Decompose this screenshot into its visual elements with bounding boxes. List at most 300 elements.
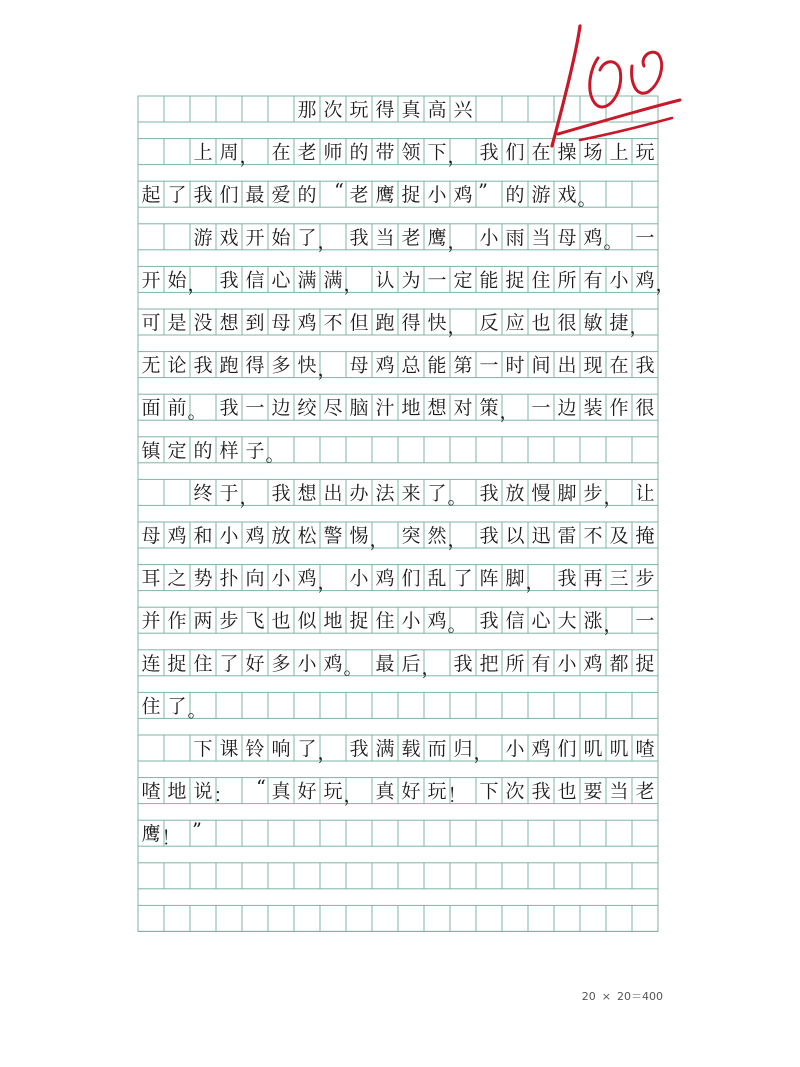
essay-char: 没 (193, 312, 213, 334)
essay-char: 能 (479, 269, 499, 292)
essay-char: 开 (141, 269, 161, 292)
essay-char: 得 (245, 354, 265, 377)
essay-char: 无 (141, 354, 161, 377)
essay-char: ， (317, 742, 337, 764)
essay-char: 最 (375, 652, 395, 675)
essay-char: 我 (219, 397, 239, 420)
essay-char: 很 (557, 312, 577, 334)
essay-char: 汁 (375, 397, 395, 420)
essay-char: 开 (245, 226, 265, 249)
essay-char: ， (525, 571, 545, 594)
grid-row (138, 266, 658, 292)
essay-char: 并 (141, 610, 161, 633)
essay-char: 步 (583, 482, 603, 505)
essay-char: ” (192, 819, 202, 842)
grid-count-columns: 20 (581, 990, 596, 1003)
essay-title-char: 次 (323, 99, 343, 121)
score-underline-2 (580, 118, 672, 140)
essay-char: 了 (427, 482, 447, 505)
grid-count-times: × (601, 990, 611, 1003)
essay-char: 面 (141, 397, 161, 420)
essay-char: 定 (453, 269, 473, 292)
essay-char: 绞 (297, 397, 317, 420)
essay-char: 我 (349, 738, 369, 760)
essay-char: 戏 (219, 226, 239, 249)
essay-char: 鸡 (297, 567, 317, 590)
essay-char: 我 (453, 652, 473, 675)
essay-char: 们 (505, 141, 525, 164)
essay-char: ！ (447, 784, 467, 807)
essay-char: 鹰 (375, 184, 395, 207)
essay-char: 对 (453, 397, 473, 420)
essay-char: 在 (531, 141, 551, 164)
grid-row (138, 309, 658, 335)
essay-char: 下 (479, 780, 499, 803)
essay-char: 反 (479, 312, 499, 334)
essay-char: 脚 (557, 482, 577, 505)
essay-char: ， (317, 358, 337, 381)
essay-char: 鸡 (427, 610, 447, 633)
essay-char: 于 (219, 482, 239, 505)
essay-char: ， (499, 401, 519, 424)
essay-char: 我 (479, 525, 499, 547)
essay-char: 叽 (609, 738, 629, 760)
essay-char: 边 (271, 397, 291, 420)
score-underline-1 (558, 100, 680, 134)
essay-char: 三 (609, 567, 629, 590)
essay-char: 场 (583, 141, 603, 164)
essay-char: 敏 (583, 312, 603, 334)
essay-char: 步 (219, 610, 239, 633)
essay-char: 我 (479, 610, 499, 633)
essay-char: 鸡 (297, 312, 317, 334)
essay-char: 都 (609, 652, 629, 675)
essay-char: 母 (141, 525, 161, 547)
essay-char: 要 (583, 780, 603, 803)
essay-char: 真 (375, 780, 395, 803)
essay-char: 雷 (557, 525, 577, 547)
essay-char: 策 (479, 397, 499, 420)
essay-char: 。 (603, 230, 623, 253)
grid-row (138, 735, 658, 761)
essay-char: 喳 (635, 738, 655, 760)
essay-char: 戏 (557, 184, 577, 207)
essay-char: 也 (531, 312, 551, 334)
essay-char: 地 (401, 397, 421, 420)
essay-char: 作 (609, 397, 629, 420)
essay-char: 捉 (401, 184, 421, 207)
essay-char: 课 (219, 738, 239, 760)
essay-char: 地 (323, 610, 343, 633)
essay-char: 小 (479, 226, 499, 249)
essay-char: 鸡 (375, 567, 395, 590)
essay-char: 了 (453, 567, 473, 590)
essay-char: 放 (505, 482, 525, 505)
essay-char: 想 (219, 312, 239, 334)
essay-char: 定 (167, 439, 187, 462)
essay-char: 一 (635, 610, 655, 633)
essay-char: 领 (401, 141, 421, 164)
essay-char: 们 (219, 184, 239, 207)
essay-char: 鸡 (245, 525, 265, 547)
essay-char: 响 (271, 738, 291, 760)
essay-char: ， (343, 784, 363, 807)
grid-count-label (579, 988, 666, 1004)
essay-char: 好 (297, 780, 317, 803)
essay-char: ， (421, 656, 441, 679)
essay-char: 而 (427, 738, 447, 760)
essay-char: ！ (161, 827, 181, 850)
essay-char: 快 (427, 312, 447, 334)
essay-char: 后 (401, 652, 421, 675)
essay-char: 游 (531, 184, 551, 207)
essay-char: 迅 (531, 525, 551, 547)
essay-char: 小 (557, 652, 577, 675)
essay-char: ： (213, 784, 233, 807)
essay-char: 想 (297, 482, 317, 505)
essay-char: 以 (505, 525, 525, 547)
essay-char: ， (603, 486, 623, 509)
essay-char: 再 (583, 567, 603, 590)
essay-title-char: 得 (375, 99, 395, 121)
essay-char: 边 (557, 397, 577, 420)
essay-char: 现 (583, 354, 603, 377)
essay-char: 脑 (349, 397, 369, 420)
essay-char: 耳 (141, 567, 161, 590)
essay-char: 到 (245, 312, 265, 334)
grid-row (138, 394, 658, 420)
essay-char: 老 (297, 141, 317, 164)
essay-char: 鹰 (141, 823, 161, 846)
essay-char: 铃 (245, 738, 265, 760)
essay-char: 放 (271, 525, 291, 547)
essay-char: 认 (375, 269, 395, 292)
essay-char: 所 (557, 269, 577, 292)
essay-char: 。 (577, 188, 597, 211)
essay-title-char: 兴 (453, 99, 473, 121)
essay-char: 飞 (245, 610, 265, 633)
essay-char: 说 (193, 780, 213, 803)
grid-row (138, 522, 658, 548)
essay-char: 子 (245, 439, 265, 462)
essay-char: ， (239, 486, 259, 509)
grid-row (138, 479, 658, 505)
essay-char: 出 (323, 482, 343, 505)
essay-char: 载 (401, 738, 421, 760)
essay-char: 当 (531, 226, 551, 249)
essay-char: 所 (505, 652, 525, 675)
essay-char: 信 (505, 610, 525, 633)
essay-char: 老 (349, 184, 369, 207)
essay-char: 然 (427, 525, 447, 547)
essay-char: 老 (401, 226, 421, 249)
essay-char: 似 (297, 610, 317, 633)
essay-char: 装 (583, 397, 603, 420)
essay-char: 我 (557, 567, 577, 590)
essay-char: 想 (427, 397, 447, 420)
essay-char: 捉 (505, 269, 525, 292)
essay-char: 警 (323, 525, 343, 547)
essay-char: ， (369, 529, 389, 551)
essay-char: ， (447, 145, 467, 168)
essay-char: 有 (583, 269, 603, 292)
essay-char: 住 (141, 695, 161, 718)
essay-char: 镇 (141, 439, 161, 462)
essay-char: ， (239, 145, 259, 168)
essay-char: 。 (447, 486, 467, 509)
essay-char: 办 (349, 482, 369, 505)
essay-char: ， (447, 529, 467, 551)
essay-title-char: 那 (297, 99, 317, 121)
essay-char: 慢 (531, 482, 551, 505)
essay-char: 间 (531, 354, 551, 377)
essay-char: ， (187, 273, 207, 296)
essay-char: 始 (167, 269, 187, 292)
essay-char: 的 (505, 184, 525, 207)
essay-char: 向 (245, 567, 265, 590)
score-digit-0-second (632, 52, 662, 93)
essay-char: 们 (401, 567, 421, 590)
essay-char: 鸡 (453, 184, 473, 207)
essay-char: 。 (265, 443, 285, 466)
essay-char: 之 (167, 567, 187, 590)
essay-char: 捷 (609, 312, 629, 334)
essay-char: 雨 (505, 226, 525, 249)
essay-char: 母 (271, 312, 291, 334)
essay-char: 时 (505, 354, 525, 377)
essay-char: 一 (531, 397, 551, 420)
essay-char: 一 (479, 354, 499, 377)
essay-char: 周 (219, 141, 239, 164)
essay-char: 母 (557, 226, 577, 249)
essay-char: 游 (193, 226, 213, 249)
essay-char: 了 (167, 695, 187, 718)
essay-char: 了 (297, 738, 317, 760)
essay-char: 地 (167, 780, 187, 803)
essay-char: 我 (193, 184, 213, 207)
essay-char: 势 (193, 567, 213, 590)
essay-char: 终 (193, 482, 213, 505)
essay-char: 满 (297, 269, 317, 292)
essay-char: 操 (557, 141, 577, 164)
essay-char: 应 (505, 312, 525, 334)
essay-char: 涨 (583, 610, 603, 633)
essay-char: 小 (609, 269, 629, 292)
essay-char: 带 (375, 141, 395, 164)
essay-char: ， (343, 273, 363, 296)
essay-char: 尽 (323, 397, 343, 420)
essay-char: 鸡 (323, 652, 343, 675)
essay-char: 样 (219, 439, 239, 462)
essay-char: 多 (271, 652, 291, 675)
essay-char: 我 (349, 226, 369, 249)
grid-row (138, 607, 658, 633)
essay-char: 小 (349, 567, 369, 590)
essay-char: ， (629, 316, 649, 338)
grid-row (138, 820, 658, 846)
essay-char: 老 (635, 780, 655, 803)
score-mark (540, 14, 690, 154)
essay-char: 的 (297, 184, 317, 207)
essay-char: ， (317, 230, 337, 253)
essay-char: 心 (271, 269, 291, 292)
essay-char: 住 (531, 269, 551, 292)
essay-char: 玩 (427, 780, 447, 803)
essay-char: 小 (427, 184, 447, 207)
essay-char: 上 (193, 141, 213, 164)
essay-char: ” (478, 180, 488, 203)
essay-char: 好 (401, 780, 421, 803)
essay-char: 大 (557, 610, 577, 633)
essay-char: 多 (271, 354, 291, 377)
essay-char: ， (317, 571, 337, 594)
essay-char: 们 (557, 738, 577, 760)
essay-char: 了 (167, 184, 187, 207)
essay-char: 松 (297, 525, 317, 547)
essay-char: 小 (505, 738, 525, 760)
grid-count-total: 20＝400 (617, 990, 663, 1003)
essay-char: 惕 (349, 525, 369, 547)
essay-char: 不 (583, 525, 603, 547)
essay-char: 的 (349, 141, 369, 164)
essay-char: 心 (531, 610, 551, 633)
essay-char: 我 (479, 482, 499, 505)
essay-char: 小 (271, 567, 291, 590)
essay-char: 满 (375, 738, 395, 760)
essay-char: 能 (427, 354, 447, 377)
essay-char: 始 (271, 226, 291, 249)
essay-char: 捉 (349, 610, 369, 633)
essay-char: 起 (141, 184, 161, 207)
essay-char: 我 (531, 780, 551, 803)
essay-char: 小 (297, 652, 317, 675)
essay-char: 步 (635, 567, 655, 590)
essay-char: 归 (453, 738, 473, 760)
essay-char: 爱 (271, 184, 291, 207)
essay-char: 快 (297, 354, 317, 377)
essay-char: 一 (635, 226, 655, 249)
essay-char: 但 (349, 312, 369, 334)
essay-char: 母 (349, 354, 369, 377)
essay-char: 喳 (141, 780, 161, 803)
grid-row (138, 905, 658, 931)
essay-char: 有 (531, 652, 551, 675)
essay-char: 当 (609, 780, 629, 803)
essay-char: 好 (245, 652, 265, 675)
essay-char: 得 (401, 312, 421, 334)
essay-char: 跑 (219, 354, 239, 377)
essay-char: 当 (375, 226, 395, 249)
essay-char: 师 (323, 141, 343, 164)
essay-char: 真 (271, 780, 291, 803)
essay-char: 论 (167, 354, 187, 377)
essay-char: 信 (245, 269, 265, 292)
essay-char: ， (447, 316, 467, 338)
essay-char: 连 (141, 652, 161, 675)
essay-char: 我 (193, 354, 213, 377)
essay-char: 也 (271, 610, 291, 633)
essay-char: 鸡 (635, 269, 655, 292)
essay-char: 及 (609, 525, 629, 547)
grid-row (138, 692, 658, 718)
essay-char: 突 (401, 525, 421, 547)
essay-char: 在 (271, 141, 291, 164)
essay-char: 住 (375, 610, 395, 633)
essay-char: “ (334, 180, 344, 203)
grid-row (138, 352, 658, 378)
essay-char: ， (447, 230, 467, 253)
essay-char: 出 (557, 354, 577, 377)
essay-char: 阵 (479, 567, 499, 590)
grid-row (138, 437, 658, 463)
essay-char: 第 (453, 354, 473, 377)
essay-char: 一 (245, 397, 265, 420)
essay-char: 和 (193, 525, 213, 547)
essay-title-char: 高 (427, 99, 447, 121)
essay-char: 最 (245, 184, 265, 207)
essay-char: 下 (427, 141, 447, 164)
grid-row (138, 863, 658, 889)
essay-char: 叽 (583, 738, 603, 760)
essay-char: 。 (187, 401, 207, 424)
essay-char: 也 (557, 780, 577, 803)
essay-char: 了 (297, 226, 317, 249)
essay-char: 小 (401, 610, 421, 633)
essay-char: 两 (193, 610, 213, 633)
essay-char: 。 (343, 656, 363, 679)
essay-char: 在 (609, 354, 629, 377)
essay-char: 。 (447, 614, 467, 637)
essay-char: 我 (271, 482, 291, 505)
essay-char: 上 (609, 141, 629, 164)
essay-char: 我 (219, 269, 239, 292)
essay-char: 掩 (635, 525, 655, 547)
essay-char: 总 (401, 354, 421, 377)
essay-char: 扑 (219, 567, 239, 590)
essay-char: 为 (401, 269, 421, 292)
essay-char: 前 (167, 397, 187, 420)
essay-char: 捉 (167, 652, 187, 675)
essay-char: 。 (187, 699, 207, 722)
essay-char: 玩 (635, 141, 655, 164)
essay-char: ， (473, 742, 493, 764)
essay-char: ， (603, 614, 623, 637)
essay-char: “ (256, 776, 266, 799)
essay-char: 鸡 (167, 525, 187, 547)
essay-char: 作 (167, 610, 187, 633)
essay-char: 满 (323, 269, 343, 292)
essay-char: 鸡 (583, 226, 603, 249)
essay-char: 法 (375, 482, 395, 505)
essay-char: 了 (219, 652, 239, 675)
essay-char: 玩 (323, 780, 343, 803)
essay-title-char: 玩 (349, 99, 369, 121)
essay-char: 来 (401, 482, 421, 505)
essay-char: 捉 (635, 652, 655, 675)
essay-char: ， (655, 273, 675, 296)
essay-title-char: 真 (401, 99, 421, 121)
essay-char: 不 (323, 312, 343, 334)
essay-char: 脚 (505, 567, 525, 590)
essay-char: 鹰 (427, 226, 447, 249)
essay-char: 可 (141, 312, 161, 334)
essay-char: 鸡 (375, 354, 395, 377)
essay-char: 住 (193, 652, 213, 675)
grid-row (138, 224, 658, 250)
essay-char: 让 (635, 482, 655, 505)
essay-char: 小 (219, 525, 239, 547)
essay-char: 的 (193, 439, 213, 462)
